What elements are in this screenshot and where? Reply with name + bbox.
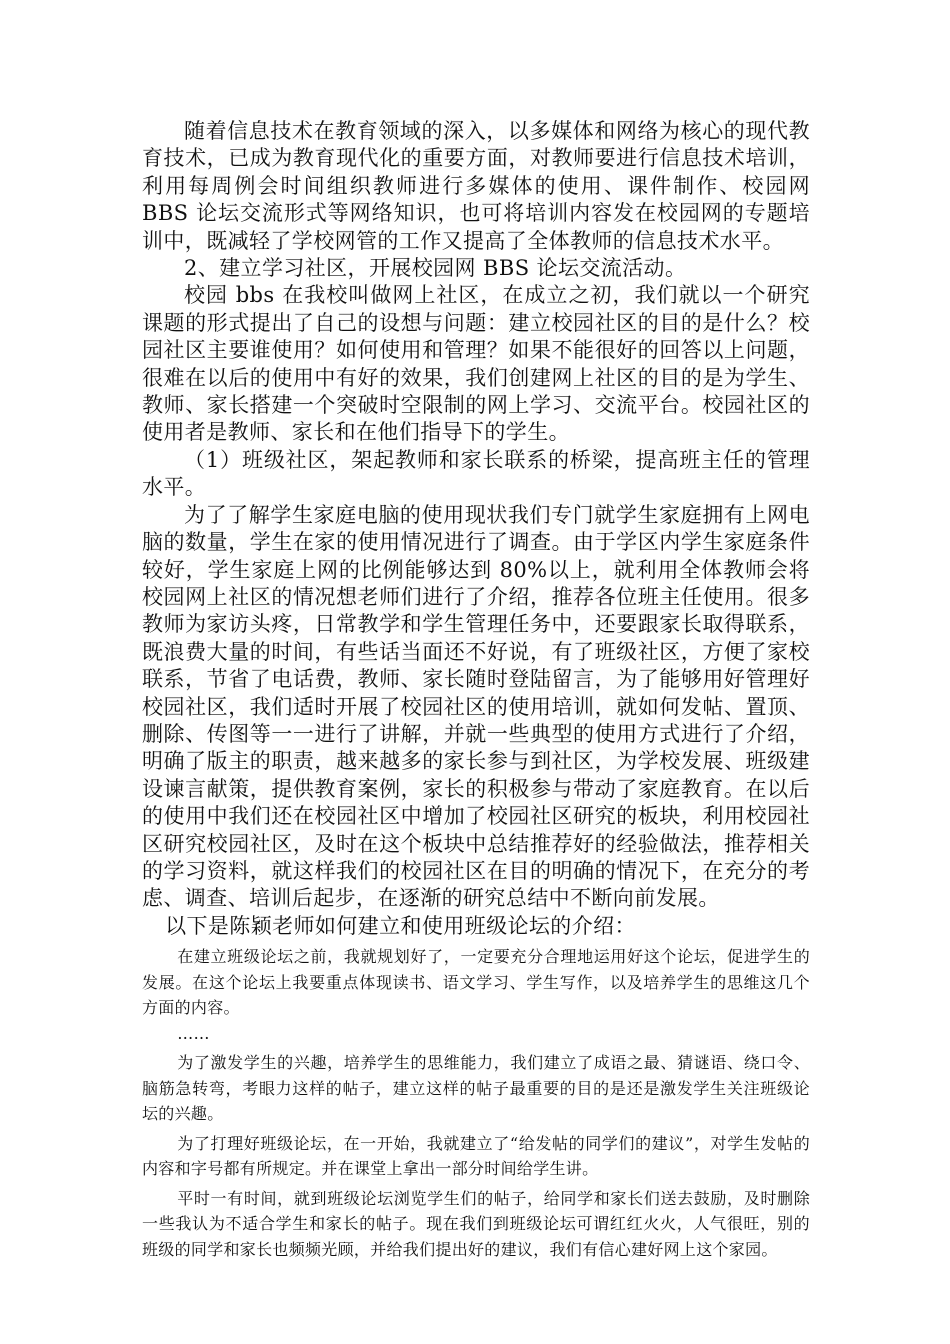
paragraph-intro-teacher-chen: 以下是陈颖老师如何建立和使用班级论坛的介绍： [165,913,636,938]
paragraph-it-training: 随着信息技术在教育领域的深入，以多媒体和网络为核心的现代教育技术，已成为教育现代化的重要方面，对教师要进行信息技术培训，利用每周例会时间组织教师进行多媒体的使用、课件制作、校园网 BBS 论坛交流形式等网络知识，也可将培训内容发在校园网的专题培训中，既减轻了学校网管的工作又提高了全体教师的信息技术水平。 [142,119,810,253]
document-page [142,118,810,1262]
paragraph-campus-bbs: 校园 bbs 在我校叫做网上社区，在成立之初，我们就以一个研究课题的形式提出了自己的设想与问题：建立校园社区的目的是什么？校园社区主要谁使用？如何使用和管理？如果不能很好的回答以上问题，很难在以后的使用中有好的效果，我们创建网上社区的目的是为学生、教师、家长搭建一个突破时空限制的网上学习、交流平台。校园社区的使用者是教师、家长和在他们指导下的学生。 [142,283,810,445]
quote-forum-rules: 为了打理好班级论坛，在一开始，我就建立了“给发帖的同学们的建议”，对学生发帖的内容和字号都有所规定。并在课堂上拿出一部分时间给学生讲。 [142,1133,810,1179]
subheading-class-community: （1）班级社区，架起教师和家长联系的桥梁，提高班主任的管理水平。 [142,447,810,500]
quote-forum-posts: 为了激发学生的兴趣，培养学生的思维能力，我们建立了成语之最、猜谜语、绕口令、脑筋急转弯，考眼力这样的帖子，建立这样的帖子最重要的目的是还是激发学生关注班级论坛的兴趣。 [142,1053,810,1124]
quote-forum-planning: 在建立班级论坛之前，我就规划好了，一定要充分合理地运用好这个论坛，促进学生的发展。在这个论坛上我要重点体现读书、语文学习、学生写作，以及培养学生的思维这几个方面的内容。 [142,947,810,1018]
paragraph-class-community-detail: 为了了解学生家庭电脑的使用现状我们专门就学生家庭拥有上网电脑的数量，学生在家的使用情况进行了调查。由于学区内学生家庭条件较好，学生家庭上网的比例能够达到 80%以上，就利用全体教师会将校园网上社区的情况想老师们进行了介绍，推荐各位班主任使用。很多教师为家访头疼，日常教学和学生管理任务中，还要跟家长取得联系，既浪费大量的时间，有些话当面还不好说，有了班级社区，方便了家校联系，节省了电话费，教师、家长随时登陆留言，为了能够用好管理好校园社区，我们适时开展了校园社区的使用培训，就如何发帖、置顶、删除、传图等一一进行了讲解，并就一些典型的使用方式进行了介绍，明确了版主的职责，越来越多的家长参与到社区，为学校发展、班级建设谏言献策，提供教育案例，家长的积极参与带动了家庭教育。在以后的使用中我们还在校园社区中增加了校园社区研究的板块，利用校园社区研究校园社区，及时在这个板块中总结推荐好的经验做法，推荐相关的学习资料，就这样我们的校园社区在目的明确的情况下，在充分的考虑、调查、培训后起步，在逐渐的研究总结中不断向前发展。 [142,502,810,911]
section-heading-learning-community: 2、建立学习社区，开展校园网 BBS 论坛交流活动。 [184,256,687,281]
quote-forum-maintenance: 平时一有时间，就到班级论坛浏览学生们的帖子，给同学和家长们送去鼓励，及时删除一些我认为不适合学生和家长的帖子。现在我们到班级论坛可谓红红火火，人气很旺，别的班级的同学和家长也频频光顾，并给我们提出好的建议，我们有信心建好网上这个家园。 [142,1188,810,1259]
quote-ellipsis: …… [177,1023,210,1043]
